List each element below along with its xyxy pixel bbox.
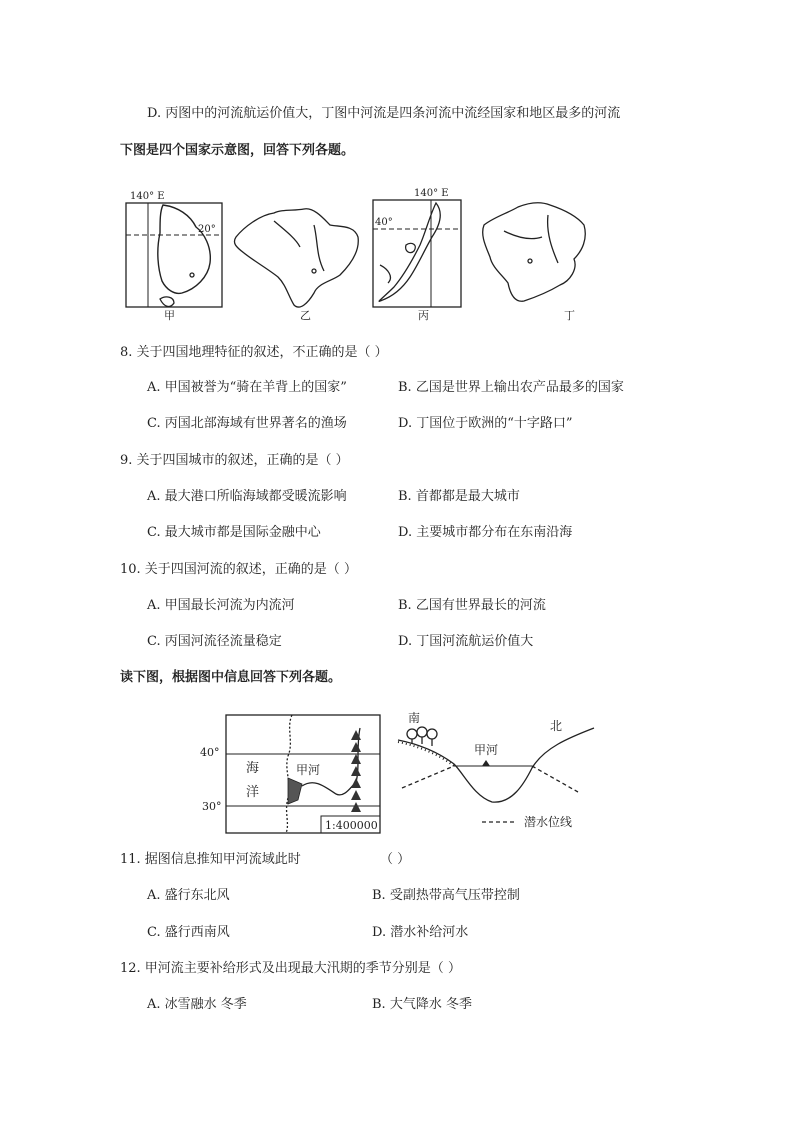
- q11-stem: 11. 据图信息推知甲河流域此时: [120, 852, 301, 867]
- tree-row-icon: [351, 730, 361, 812]
- lat-30: 30°: [202, 800, 222, 813]
- scale-label: 1:400000: [325, 819, 378, 832]
- sea-label-2: 洋: [246, 785, 260, 800]
- q8-option-b: B. 乙国是世界上输出农产品最多的国家: [398, 380, 624, 395]
- q9-option-a: A. 最大港口所临海域都受暖流影响: [147, 489, 347, 504]
- q10-option-b: B. 乙国有世界最长的河流: [398, 598, 546, 613]
- lat-label-bing: 40°: [375, 217, 393, 228]
- q12-option-a: A. 冰雪融水 冬季: [147, 997, 247, 1012]
- lon-label-jia: 140° E: [130, 191, 165, 202]
- q8-option-d: D. 丁国位于欧洲的“十字路口”: [398, 416, 573, 431]
- q11-option-a: A. 盛行东北风: [147, 888, 230, 903]
- q11-option-b: B. 受副热带高气压带控制: [372, 888, 520, 903]
- map-label-jia: 甲: [164, 309, 175, 322]
- q8-option-c: C. 丙国北部海域有世界著名的渔场: [147, 416, 347, 431]
- q11-option-d: D. 潜水补给河水: [372, 925, 469, 940]
- q12-option-b: B. 大气降水 冬季: [372, 997, 472, 1012]
- q9-stem: 9. 关于四国城市的叙述，正确的是（ ）: [120, 453, 349, 468]
- four-country-maps: [118, 185, 598, 330]
- south-label: 南: [408, 711, 421, 725]
- intro-four-countries: 下图是四个国家示意图，回答下列各题。: [120, 143, 355, 158]
- q7-option-d: D. 丙图中的河流航运价值大，丁图中河流是四条河流中流经国家和地区最多的河流: [147, 106, 621, 121]
- q10-option-d: D. 丁国河流航运价值大: [398, 634, 534, 649]
- q11-paren: （ ）: [380, 852, 411, 867]
- river-map: [200, 715, 380, 833]
- map-label-ding: 丁: [564, 309, 575, 322]
- q9-option-b: B. 首都都是最大城市: [398, 489, 520, 504]
- map-jia: [126, 191, 222, 322]
- q8-stem: 8. 关于四国地理特征的叙述，不正确的是（ ）: [120, 345, 388, 360]
- river-figure: [198, 708, 598, 838]
- q9-option-c: C. 最大城市都是国际金融中心: [147, 525, 321, 540]
- q11-option-c: C. 盛行西南风: [147, 925, 230, 940]
- legend-water-table: 潜水位线: [524, 815, 573, 829]
- q12-stem: 12. 甲河流主要补给形式及出现最大汛期的季节分别是（ ）: [120, 961, 461, 976]
- river-label-map: 甲河: [296, 763, 321, 777]
- map-ding: [483, 203, 586, 322]
- lat-40: 40°: [200, 746, 220, 759]
- river-label-section: 甲河: [474, 743, 499, 757]
- q9-option-d: D. 主要城市都分布在东南沿海: [398, 525, 573, 540]
- q8-option-a: A. 甲国被誉为“骑在羊背上的国家”: [147, 380, 347, 395]
- q10-stem: 10. 关于四国河流的叙述，正确的是（ ）: [120, 562, 357, 577]
- intro-river-figure: 读下图，根据图中信息回答下列各题。: [120, 670, 342, 685]
- map-label-bing: 丙: [418, 309, 429, 322]
- river-cross-section: [398, 710, 594, 829]
- q10-option-c: C. 丙国河流径流量稳定: [147, 634, 282, 649]
- lat-label-jia: 20°: [198, 224, 216, 235]
- sea-label-1: 海: [246, 761, 260, 776]
- map-bing: [373, 188, 461, 322]
- map-label-yi: 乙: [300, 309, 311, 322]
- map-yi: [234, 209, 358, 322]
- north-label: 北: [550, 719, 563, 733]
- lon-label-bing: 140° E: [414, 188, 449, 199]
- tree-icons: [407, 727, 437, 746]
- q10-option-a: A. 甲国最长河流为内流河: [147, 598, 295, 613]
